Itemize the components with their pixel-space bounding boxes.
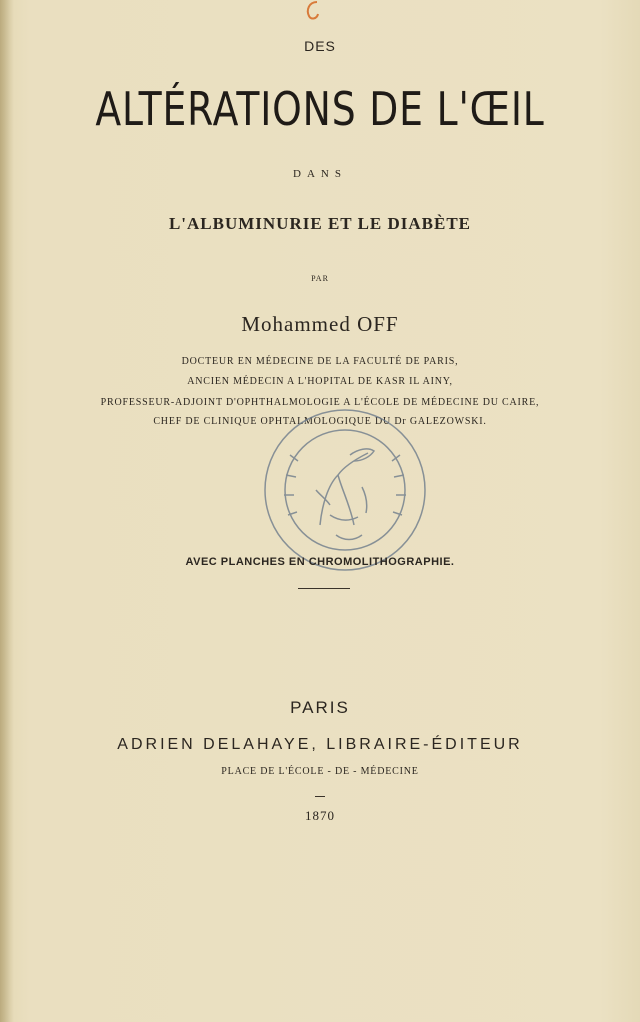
city: PARIS <box>290 698 350 717</box>
plates-note: AVEC PLANCHES EN CHROMOLITHOGRAPHIE. <box>185 556 455 568</box>
title-connector: DANS <box>293 168 347 180</box>
pencil-mark-icon <box>303 0 323 22</box>
author-name: Mohammed OFF <box>241 312 399 336</box>
binding-shadow <box>0 0 14 1022</box>
credential-line: CHEF DE CLINIQUE OPHTALMOLOGIQUE DU Dr GALEZOWSKI. <box>153 416 487 427</box>
by-line: PAR <box>311 274 329 283</box>
publication-year: 1870 <box>305 808 335 823</box>
credential-line: ANCIEN MÉDECIN A L'HOPITAL DE KASR IL AINY, <box>187 376 453 387</box>
credential-line: PROFESSEUR-ADJOINT D'OPHTHALMOLOGIE A L'ÉCOLE DE MÉDECINE DU CAIRE, <box>100 397 540 408</box>
divider <box>298 588 350 589</box>
credential-line: DOCTEUR EN MÉDECINE DE LA FACULTÉ DE PARIS, <box>181 356 459 367</box>
subtitle: L'ALBUMINURIE ET LE DIABÈTE <box>168 214 472 233</box>
pre-title: DES <box>304 38 336 54</box>
divider <box>315 796 325 797</box>
main-title: ALTÉRATIONS DE L'ŒIL <box>95 82 545 136</box>
publisher-address: PLACE DE L'ÉCOLE - DE - MÉDECINE <box>221 766 419 777</box>
publisher: ADRIEN DELAHAYE, LIBRAIRE-ÉDITEUR <box>117 736 523 753</box>
